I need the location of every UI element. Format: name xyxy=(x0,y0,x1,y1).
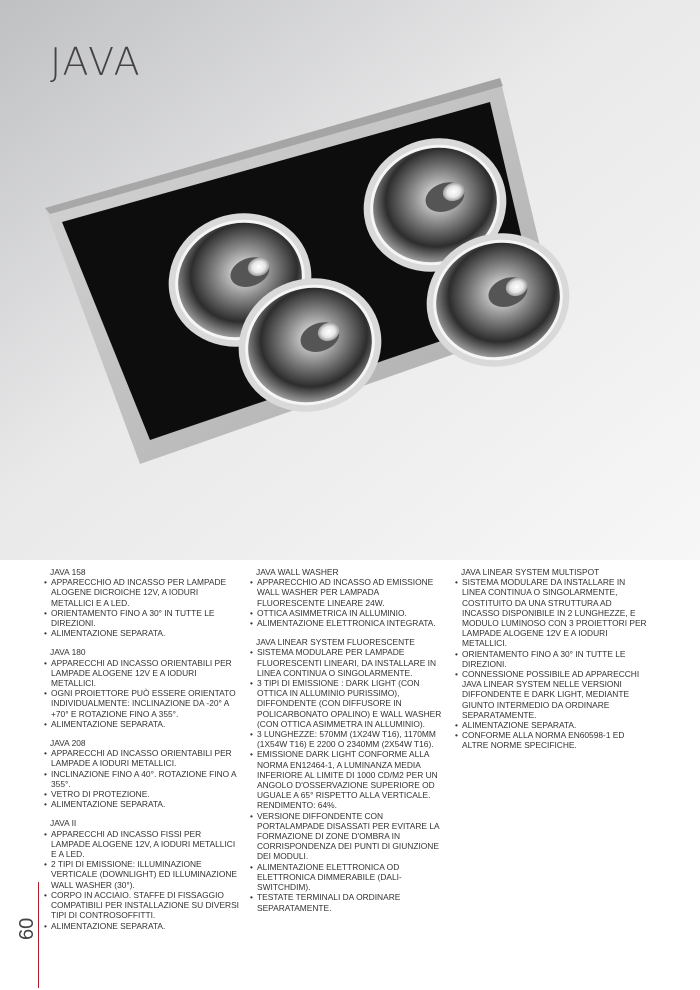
spec-item: • CONNESSIONE POSSIBILE AD APPARECCHI JAVA LINEAR SYSTEM NELLE VERSIONI DIFFONDENTE E DARK LIGHT, MEDIANTE GIUNTO INTERMEDIO DA ORDINARE SEPARATAMENTE. xyxy=(455,669,650,720)
spec-item: • OTTICA ASIMMETRICA IN ALLUMINIO. xyxy=(250,608,445,618)
section-title: JAVA WALL WASHER xyxy=(256,567,339,577)
spec-item: • EMISSIONE DARK LIGHT CONFORME ALLA NORMA EN12464-1, A LUMINANZA MEDIA INFERIORE AL LIMITE DI 1000 CD/M2 PER UN ANGOLO D'OSSERVAZIONE SUPERIORE OD UGUALE A 65° RISPETTO ALLA VERTICALE. RENDIMENTO: 64%. xyxy=(250,749,445,810)
spec-list xyxy=(250,577,445,628)
spec-list xyxy=(44,658,239,729)
section-title: JAVA 208 xyxy=(50,738,86,749)
spec-item: • 3 TIPI DI EMISSIONE : DARK LIGHT (CON OTTICA IN ALLUMINIO PURISSIMO), DIFFONDENTE (CON DIFFUSORE IN POLICARBONATO OPALINO) E WALL WASHER (CON OTTICA ASIMMETRA IN ALLUMINIO). xyxy=(250,678,445,729)
spec-item: • 2 TIPI DI EMISSIONE: ILLUMINAZIONE VERTICALE (DOWNLIGHT) ED ILLUMINAZIONE WALL WASHER (30°). xyxy=(44,859,239,890)
spec-item: • ORIENTAMENTO FINO A 30° IN TUTTE LE DIREZIONI. xyxy=(455,649,650,669)
section-title: JAVA II xyxy=(50,818,77,829)
spec-item: • ALIMENTAZIONE SEPARATA. xyxy=(44,799,239,809)
spec-item: • APPARECCHI AD INCASSO FISSI PER LAMPADE ALOGENE 12V, A IODURI METALLICI E A LED. xyxy=(44,829,239,860)
spec-item: • ORIENTAMENTO FINO A 30° IN TUTTE LE DIREZIONI. xyxy=(44,608,239,628)
spec-list xyxy=(44,748,239,809)
section-title: JAVA LINEAR SYSTEM MULTISPOT xyxy=(461,567,600,577)
spec-item: • ALIMENTAZIONE SEPARATA. xyxy=(44,921,239,931)
page-number: 60 xyxy=(16,917,38,940)
spec-section xyxy=(44,738,239,809)
section-title: JAVA LINEAR SYSTEM FLUORESCENTE xyxy=(256,637,415,648)
spec-item: • CONFORME ALLA NORMA EN60598-1 ED ALTRE NORME SPECIFICHE. xyxy=(455,730,650,750)
spec-list xyxy=(44,829,239,931)
spec-list xyxy=(250,647,445,912)
section-title: JAVA 180 xyxy=(50,647,86,658)
spec-section xyxy=(44,567,239,638)
spec-section xyxy=(44,818,239,930)
spec-item: • APPARECCHI AD INCASSO ORIENTABILI PER LAMPADE A IODURI METALLICI. xyxy=(44,748,239,768)
spec-item: • APPARECCHI AD INCASSO ORIENTABILI PER LAMPADE ALOGENE 12V E A IODURI METALLICI. xyxy=(44,658,239,689)
section-title: JAVA 158 xyxy=(50,567,86,577)
spec-section xyxy=(250,637,445,912)
spec-list xyxy=(44,577,239,638)
spec-section xyxy=(44,647,239,729)
spec-item: • INCLINAZIONE FINO A 40°. ROTAZIONE FINO A 355°. xyxy=(44,769,239,789)
spec-item: • VETRO DI PROTEZIONE. xyxy=(44,789,239,799)
spec-section xyxy=(250,567,445,628)
spec-item: • SISTEMA MODULARE DA INSTALLARE IN LINEA CONTINUA O SINGOLARMENTE, COSTITUITO DA UNA STRUTTURA AD INCASSO DISPONIBILE IN 2 LUNGHEZZE, E MODULO LUMINOSO CON 3 PROIETTORI PER LAMPADE ALOGENE 12V E A IODURI METALLICI. xyxy=(455,577,650,648)
spec-item: • CORPO IN ACCIAIO. STAFFE DI FISSAGGIO COMPATIBILI PER INSTALLAZIONE SU DIVERSI TIPI DI CONTROSOFFITTI. xyxy=(44,890,239,921)
spec-item: • VERSIONE DIFFONDENTE CON PORTALAMPADE DISASSATI PER EVITARE LA FORMAZIONE DI ZONE D'OMBRA IN CORRISPONDENZA DEI PUNTI DI GIUNZIONE DEI MODULI. xyxy=(250,811,445,862)
spec-item: • ALIMENTAZIONE ELETTRONICA INTEGRATA. xyxy=(250,618,445,628)
spec-column-3 xyxy=(455,567,650,760)
spec-item: • TESTATE TERMINALI DA ORDINARE SEPARATAMENTE. xyxy=(250,892,445,912)
spec-item: • SISTEMA MODULARE PER LAMPADE FLUORESCENTI LINEARI, DA INSTALLARE IN LINEA CONTINUA O SINGOLARMENTE. xyxy=(250,647,445,678)
spec-item: • APPARECCHIO AD INCASSO AD EMISSIONE WALL WASHER PER LAMPADA FLUORESCENTE LINEARE 24W. xyxy=(250,577,445,608)
spec-list xyxy=(455,577,650,750)
spec-item: • OGNI PROIETTORE PUÒ ESSERE ORIENTATO INDIVIDUALMENTE: INCLINAZIONE DA -20° A +70° E ROTAZIONE FINO A 355°. xyxy=(44,688,239,719)
spec-item: • APPARECCHIO AD INCASSO PER LAMPADE ALOGENE DICROICHE 12V, A IODURI METALLICI E A LED. xyxy=(44,577,239,608)
spec-column-1 xyxy=(44,567,239,940)
spec-item: • ALIMENTAZIONE SEPARATA. xyxy=(44,719,239,729)
spec-column-2 xyxy=(250,567,445,922)
spec-item: • ALIMENTAZIONE SEPARATA. xyxy=(44,628,239,638)
page-title: JAVA xyxy=(50,40,142,84)
spec-item: • ALIMENTAZIONE SEPARATA. xyxy=(455,720,650,730)
spec-section xyxy=(455,567,650,751)
spec-item: • 3 LUNGHEZZE: 570MM (1X24W T16), 1170MM (1X54W T16) E 2200 O 2340MM (2X54W T16). xyxy=(250,729,445,749)
spec-item: • ALIMENTAZIONE ELETTRONICA OD ELETTRONICA DIMMERABILE (DALI-SWITCHDIM). xyxy=(250,862,445,893)
